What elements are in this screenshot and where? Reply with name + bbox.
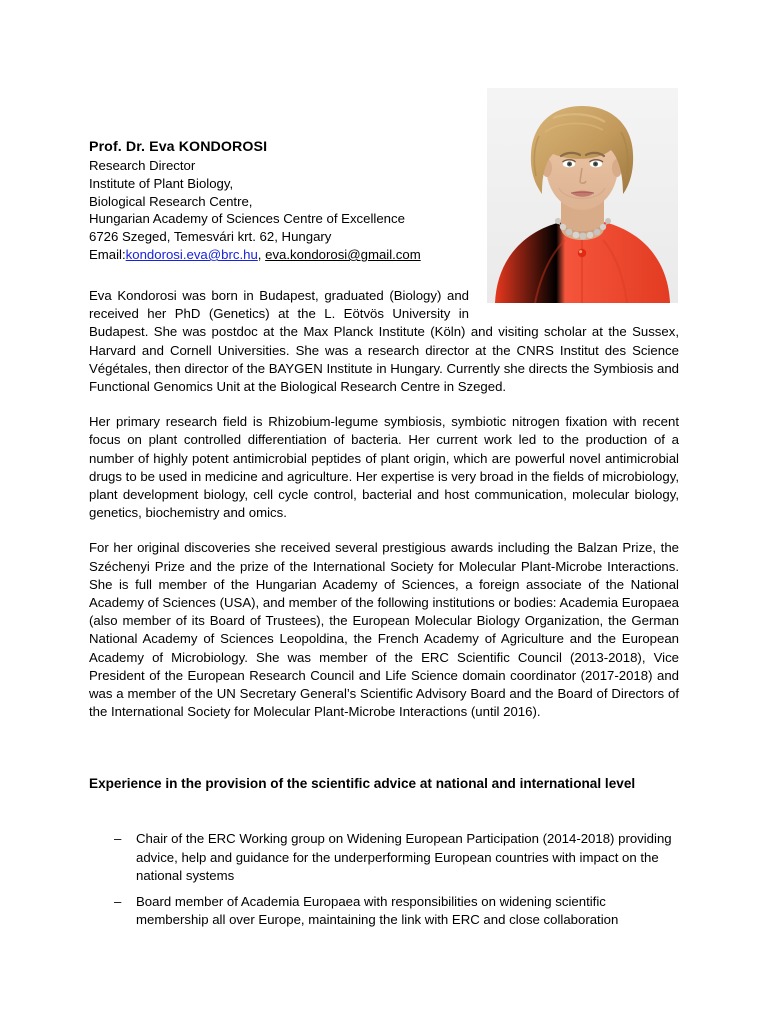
header-line-centre: Biological Research Centre,: [89, 193, 253, 209]
biography-body: [89, 287, 679, 721]
list-item: [89, 830, 679, 886]
experience-bullet-list: [89, 830, 679, 930]
email-secondary: eva.kondorosi@gmail.com: [265, 246, 421, 262]
bullet-dash-icon: –: [114, 893, 122, 909]
email-row: [89, 246, 479, 264]
paragraph-biography-text: Eva Kondorosi was born in Budapest, graduated (Biology) and received her PhD (Genetics) at the L. Eötvös University in Budapest. She was postdoc at the Max Planck Institute (Köln) and visiting scholar at the Sussex, Harvard and Cornell Universities. She was a research director at the CNRS Institut des Science Végétales, then director of the BAYGEN Institute in Hungary. Currently she directs the Symbiosis and Functional Genomics Unit at the Biological Research Centre in Szeged.: [89, 288, 679, 395]
email-separator: ,: [257, 246, 266, 262]
list-item: [89, 893, 679, 930]
email-label: Email:: [89, 246, 126, 262]
contact-header: [89, 138, 479, 264]
section-heading-experience: Experience in the provision of the scientific advice at national and international level: [89, 776, 636, 791]
header-line-institute: Institute of Plant Biology,: [89, 175, 234, 191]
paragraph-awards: For her original discoveries she received several prestigious awards including the Balzan Prize, the Széchenyi Prize and the prize of the International Society for Molecular Plant-Microbe Interactions. She is full member of the Hungarian Academy of Sciences, a foreign associate of the National Academy of Sciences (USA), and member of the following institutions or bodies: Academia Europaea (also member of its Board of Trustees), the European Molecular Biology Organization, the German National Academy of Sciences Leopoldina, the French Academy of Agriculture and the European Academy of Microbiology. She was member of the ERC Scientific Council (2013-2018), Vice President of the European Research Council and Life Science domain coordinator (2017-2018) and was a member of the UN Secretary General’s Scientific Advisory Board and the Board of Directors of the International Society for Molecular Plant-Microbe Interactions (until 2016).: [89, 540, 679, 720]
bullet-dash-icon: –: [114, 831, 122, 846]
photo-text-wrap-spacer: [469, 287, 679, 323]
header-line-academy: Hungarian Academy of Sciences Centre of Excellence: [89, 211, 405, 227]
paragraph-research: Her primary research field is Rhizobium-legume symbiosis, symbiotic nitrogen fixation with recent focus on plant controlled differentiation of bacteria. Her current work led to the production of a number of highly potent antimicrobial peptides of plant origin, which are powerful novel antimicrobial drugs to be used in medicine and agriculture. Her expertise is very broad in the fields of microbiology, plant development biology, cell cycle control, bacterial and host communication, molecular biology, genetics, biochemistry and omics.: [89, 414, 679, 521]
portrait-photo-illustration: [487, 88, 678, 303]
header-line-role: Research Director: [89, 158, 196, 173]
person-name: Prof. Dr. Eva KONDOROSI: [89, 139, 268, 155]
email-link-primary[interactable]: kondorosi.eva@brc.hu: [125, 246, 258, 262]
list-item-text: Board member of Academia Europaea with responsibilities on widening scientific membership all over Europe, maintaining the link with ERC and close collaboration: [136, 893, 619, 928]
paragraph-biography: [89, 287, 679, 396]
list-item-text: Chair of the ERC Working group on Widening European Participation (2014-2018) providing advice, help and guidance for the underperforming European countries with impact on the national systems: [136, 831, 672, 884]
header-line-address: 6726 Szeged, Temesvári krt. 62, Hungary: [89, 229, 332, 245]
portrait-photo: [487, 88, 678, 303]
